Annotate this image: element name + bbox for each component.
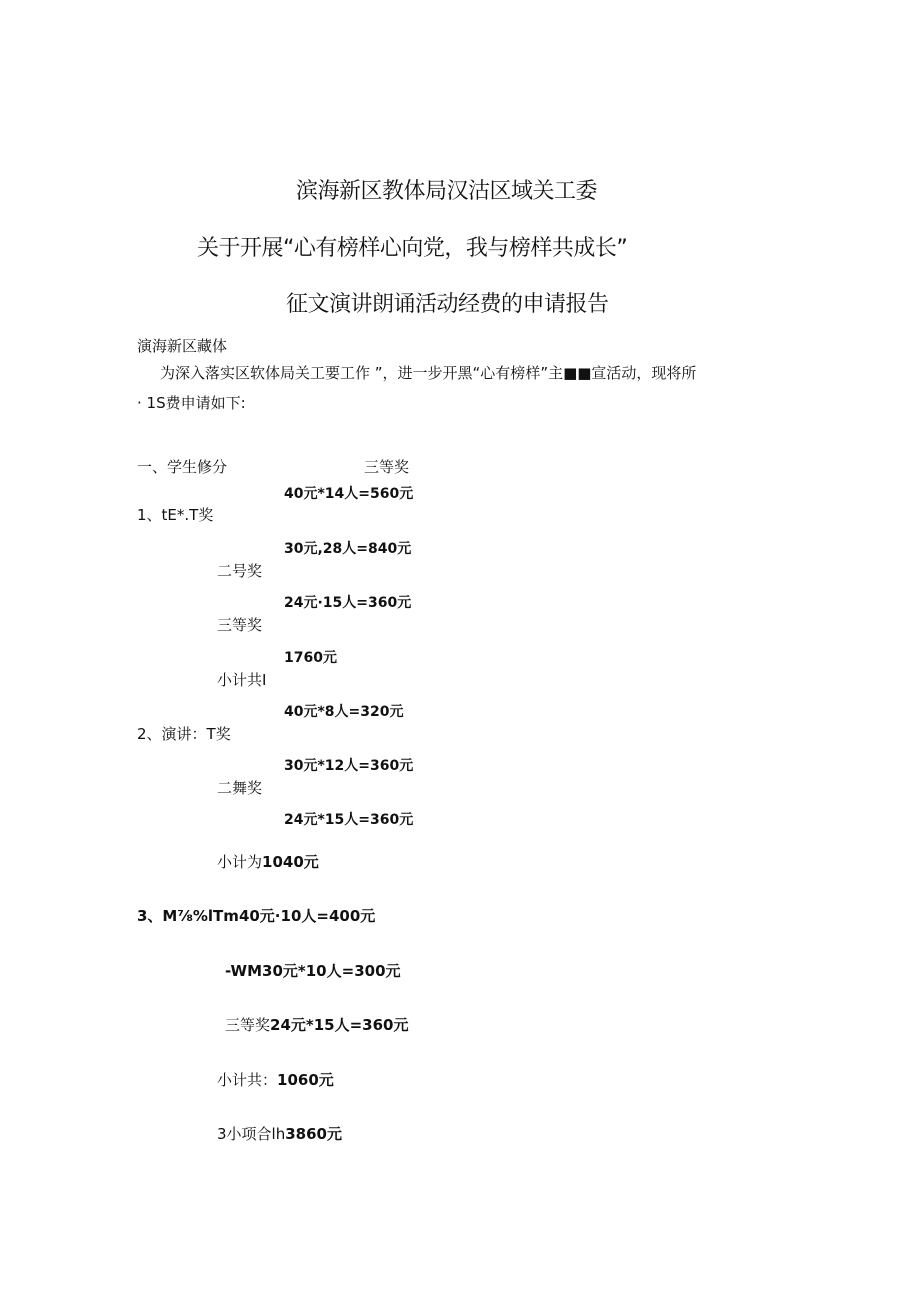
s2-subtotal-label: 小计为 xyxy=(217,853,263,871)
s2-subtotal-value: 1040元 xyxy=(262,853,319,871)
s2-calc-2: 30元*12人=360元 xyxy=(284,758,414,774)
intro-line-1: 为深入落实区软体局关工要工作 ”，进一步开黑“心有榜样”主■■宣活动，现将所 xyxy=(160,364,697,382)
section-1-heading: 一、学生修分 xyxy=(137,458,228,476)
s1-calc-1: 40元*14人=560元 xyxy=(284,486,414,502)
s3-line-1-calc: 40元·10人=400元 xyxy=(238,907,376,925)
title-line-3: 征文演讲朗诵活动经费的申请报告 xyxy=(286,292,609,317)
s2-label-2: 二舞奖 xyxy=(217,779,263,797)
s1-subtotal-value: 1760元 xyxy=(284,650,337,666)
s1-calc-2: 30元,28人=840元 xyxy=(284,541,412,557)
s2-subtotal xyxy=(217,855,319,870)
grand-total-prefix: 3小项合lh xyxy=(217,1125,286,1143)
s1-item-1-label: 1、tE*.T奖 xyxy=(137,506,214,524)
grand-total-value: 3860元 xyxy=(285,1125,342,1143)
s3-subtotal xyxy=(217,1073,334,1088)
s1-calc-3: 24元·15人=360元 xyxy=(284,595,412,611)
recipient: 演海新区藏体 xyxy=(137,337,228,355)
s3-line-1 xyxy=(137,909,375,924)
s3-line-2-calc: 30元*10人=300元 xyxy=(262,962,401,980)
s3-line-2-prefix: -WM xyxy=(225,962,263,980)
s2-calc-1: 40元*8人=320元 xyxy=(284,704,404,720)
s2-calc-3: 24元*15人=360元 xyxy=(284,812,414,828)
title-line-1: 滨海新区教体局汉沽区域关工委 xyxy=(296,179,598,204)
s2-item-label: 2、演讲：T奖 xyxy=(137,725,231,743)
intro-line-2: · 1S费申请如下: xyxy=(137,394,246,412)
s1-label-2: 二号奖 xyxy=(217,562,263,580)
s3-line-1-prefix: 3、M⅞%lTm xyxy=(137,907,239,925)
grand-total xyxy=(217,1127,342,1142)
s3-line-3-calc: 24元*15人=360元 xyxy=(270,1016,409,1034)
s3-subtotal-label: 小计共： xyxy=(217,1071,278,1089)
s3-line-3-prefix: 三等奖 xyxy=(225,1016,271,1034)
s3-line-3 xyxy=(225,1018,409,1033)
section-1-heading-right: 三等奖 xyxy=(364,458,410,476)
s1-label-3: 三等奖 xyxy=(217,616,263,634)
s3-subtotal-value: 1060元 xyxy=(277,1071,334,1089)
s3-line-2 xyxy=(225,964,401,979)
s1-subtotal-label: 小计共I xyxy=(217,671,267,689)
title-line-2: 关于开展“心有榜样心向党，我与榜样共成长” xyxy=(197,236,628,261)
